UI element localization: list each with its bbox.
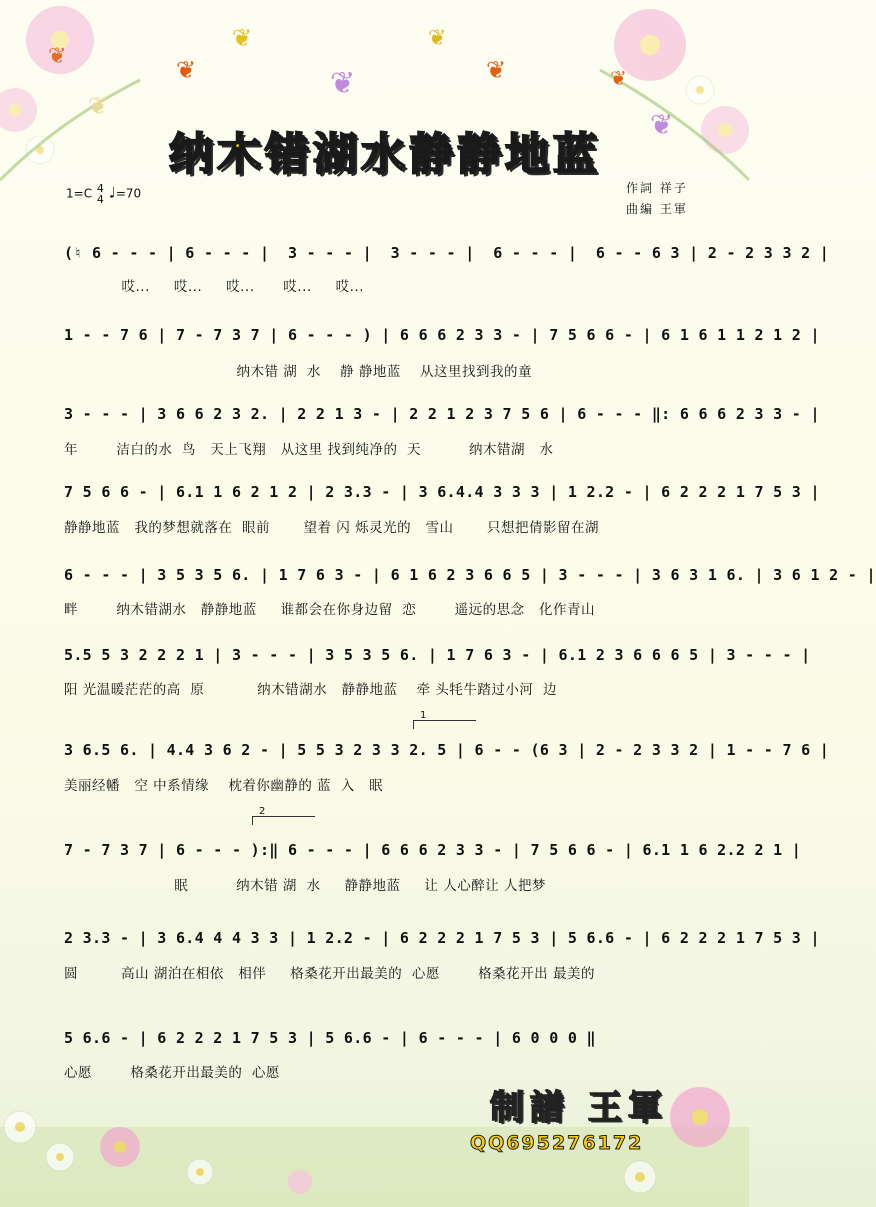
lyric-line: 静静地蓝 我的梦想就落在 眼前 望着 闪 烁灵光的 雪山 只想把倩影留在湖 [64, 520, 599, 536]
lyricist-credit: 作詞 祥子 [626, 181, 688, 195]
song-title: 纳木错湖水静静地蓝 [169, 129, 601, 180]
notation-line: 3 - - - | 3 6 6 2 3 2. | 2 2 1 3 - | 2 2 1 2 3 7 5 6 | 6 - - - ‖: 6 6 6 2 3 3 - | [64, 405, 820, 423]
butterfly-icon: ❦ [176, 56, 197, 84]
notation-line: 6 - - - | 3 5 3 5 6. | 1 7 6 3 - | 6 1 6 2 3 6 6 5 | 3 - - - | 3 6 3 1 6. | 3 6 1 2 - | [64, 566, 876, 584]
notation-line: 7 5 6 6 - | 6.1 1 6 2 1 2 | 2 3.3 - | 3 6.4.4 3 3 3 | 1 2.2 - | 6 2 2 2 1 7 5 3 | [64, 483, 820, 501]
arranger-credit: 曲編 王軍 [626, 202, 688, 216]
notation-line: 7 - 7 3 7 | 6 - - - ):‖ 6 - - - | 6 6 6 2 3 3 - | 7 5 6 6 - | 6.1 1 6 2.2 2 1 | [64, 841, 802, 859]
tempo-label: =70 [115, 186, 142, 201]
volta-2: 2 [252, 816, 315, 825]
lyric-line: 阳 光温暖茫茫的高 原 纳木错湖水 静静地蓝 牵 头牦牛踏过小河 边 [64, 682, 557, 698]
lyric-line: 哎... 哎... 哎... 哎... 哎... [64, 279, 364, 295]
butterfly-icon: ❦ [88, 92, 109, 120]
lyric-line: 年 洁白的水 鸟 天上飞翔 从这里 找到纯净的 天 纳木错湖 水 [64, 442, 554, 458]
butterfly-icon: ❦ [48, 44, 67, 69]
butterfly-icon: ❦ [486, 56, 507, 84]
notation-line: 2 3.3 - | 3 6.4 4 4 3 3 | 1 2.2 - | 6 2 2 2 1 7 5 3 | 5 6.6 - | 6 2 2 2 1 7 5 3 | [64, 929, 820, 947]
lyric-line: 心愿 格桑花开出最美的 心愿 [64, 1065, 280, 1081]
lyric-line: 美丽经幡 空 中系情缘 枕着你幽静的 蓝 入 眠 [64, 778, 384, 794]
butterfly-icon: ❦ [232, 24, 253, 52]
credits [626, 178, 688, 220]
butterfly-icon: ❦ [330, 66, 356, 101]
time-signature: 4 4 [96, 182, 104, 206]
contact-qq: QQ695276172 [470, 1132, 644, 1154]
signature: 制譜 王軍 [490, 1088, 668, 1128]
notation-line: (♮ 6 - - - | 6 - - - | 3 - - - | 3 - - - | 6 - - - | 6 - - 6 3 | 2 - 2 3 3 2 | [64, 244, 830, 262]
notation-line: 5 6.6 - | 6 2 2 2 1 7 5 3 | 5 6.6 - | 6 - - - | 6 0 0 0 ‖ [64, 1029, 596, 1047]
key-signature [66, 183, 141, 205]
lyric-line: 纳木错 湖 水 静 静地蓝 从这里找到我的童 [64, 364, 532, 380]
volta-1: 1 [413, 720, 476, 729]
lyric-line: 圆 高山 湖泊在相依 相伴 格桑花开出最美的 心愿 格桑花开出 最美的 [64, 966, 595, 982]
lyric-line: 畔 纳木错湖水 静静地蓝 谁都会在你身边留 恋 遥远的思念 化作青山 [64, 602, 595, 618]
butterfly-icon: ❦ [428, 26, 447, 51]
quarter-note-icon: ♩ [108, 183, 116, 202]
butterfly-icon: ❦ [650, 108, 674, 141]
tonic-label: 1=C [66, 186, 93, 201]
butterfly-icon: ❦ [610, 66, 627, 90]
lyric-line: 眠 纳木错 湖 水 静静地蓝 让 人心醉让 人把梦 [64, 878, 546, 894]
notation-line: 5.5 5 3 2 2 2 1 | 3 - - - | 3 5 3 5 6. | 1 7 6 3 - | 6.1 2 3 6 6 6 5 | 3 - - - | [64, 646, 811, 664]
notation-line: 1 - - 7 6 | 7 - 7 3 7 | 6 - - - ) | 6 6 6 2 3 3 - | 7 5 6 6 - | 6 1 6 1 1 2 1 2 | [64, 326, 820, 344]
notation-line: 3 6.5 6. | 4.4 3 6 2 - | 5 5 3 2 3 3 2. 5 | 6 - - (6 3 | 2 - 2 3 3 2 | 1 - - 7 6 | [64, 741, 830, 759]
